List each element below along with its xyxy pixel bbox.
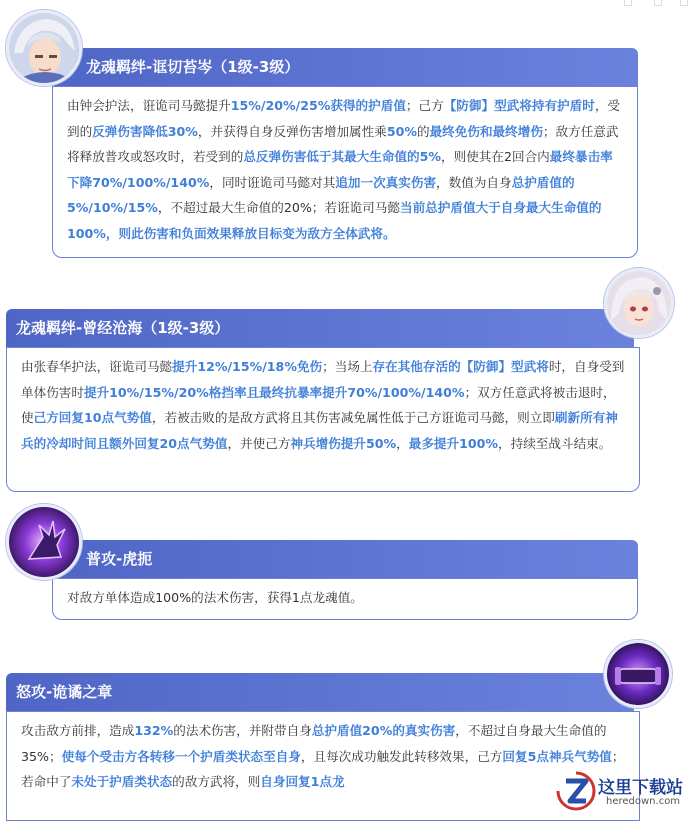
highlight-text: 最多提升100%	[408, 435, 499, 451]
purple-scroll-skill-icon	[604, 640, 672, 708]
body-text: ；当场上	[322, 359, 373, 374]
highlight-text: 提升12%/15%/18%免伤	[172, 359, 323, 374]
highlight-text: 最终免伤和最终增伤	[429, 123, 543, 139]
highlight-text: 使每个受击方各转移一个护盾类状态至自身	[61, 748, 301, 764]
body-text: ，则使其在2回合内	[441, 149, 550, 164]
silver-hair-male-portrait-icon	[6, 10, 82, 86]
cropped-box	[680, 0, 688, 6]
body-text: 由钟会护法，诳诡司马懿提升	[67, 98, 231, 113]
body-text: ，并获得自身反弹伤害增加属性乘	[197, 123, 387, 139]
highlight-text: 追加一次真实伤害	[335, 174, 437, 190]
section-title: 怒攻-诡谲之章	[6, 673, 634, 711]
highlight-text: 132%	[134, 723, 174, 738]
highlight-text: 自身回复1点龙	[260, 774, 345, 789]
body-text: 时，自身受到单体伤害时	[21, 359, 625, 400]
cropped-box	[624, 0, 632, 6]
section-body	[6, 711, 640, 821]
body-text: ，不超过自身最大生命值的35%；	[21, 723, 607, 764]
section-title: 龙魂羁绊-诓切苔岑（1级-3级）	[52, 48, 638, 86]
highlight-text: 当前总护盾值大于自身最大生命值的100%，则此伤害和负面效果释放目标变为敌方全体武将。	[67, 200, 602, 241]
body-text: ；敌方任意武将释放普攻或怒攻时，若受到的	[67, 123, 619, 164]
top-cropped-strip	[0, 0, 692, 6]
highlight-text: 回复5点神兵气势值	[502, 748, 612, 764]
body-text: 的敌方武将，则	[172, 774, 261, 789]
heredown-z-logo-icon	[556, 771, 596, 811]
body-text: 的法术伤害，并附带自身	[173, 723, 312, 738]
watermark-name: 这里下载站	[598, 778, 683, 798]
section-title: 龙魂羁绊-曾经沧海（1级-3级）	[6, 309, 634, 347]
body-text: ，并使己方	[227, 435, 291, 451]
purple-claw-skill-icon	[6, 504, 82, 580]
highlight-text: 提升10%/15%/20%格挡率且最终抗暴率提升70%/100%/140%	[83, 384, 465, 400]
body-text: ，	[396, 435, 409, 451]
highlight-text: 【防御】型武将持有护盾时	[443, 98, 595, 113]
white-hair-female-portrait-icon	[604, 268, 674, 338]
body-text: ，且每次成功触发此转移效果，己方	[300, 748, 503, 764]
body-text: ，持续至战斗结束。	[498, 435, 612, 451]
body-text: ；己方	[405, 98, 444, 113]
highlight-text: 反弹伤害降低30%	[92, 123, 198, 139]
section-body	[52, 578, 638, 620]
body-text: ，受到的	[67, 98, 621, 139]
body-text: ，若被击败的是敌方武将且其伤害减免属性低于己方诳诡司马懿，则立即	[151, 410, 555, 425]
body-text: ；双方任意武将被击退时，使	[21, 384, 616, 425]
highlight-text: 存在其他存活的【防御】型武将	[372, 359, 549, 374]
highlight-text: 15%/20%/25%获得的护盾值	[230, 98, 406, 113]
watermark-url: heredown.com	[606, 796, 681, 807]
body-text: ，同时诳诡司马懿对其	[209, 174, 336, 190]
cropped-box	[654, 0, 662, 6]
highlight-text: 未处于护盾类状态	[71, 774, 173, 789]
body-text: 攻击敌方前排，造成	[21, 723, 135, 738]
highlight-text: 己方回复10点气势值	[33, 410, 152, 425]
section-title: 普攻-虎扼	[52, 540, 638, 578]
section-body	[52, 86, 638, 258]
section-body	[6, 347, 640, 492]
heredown-watermark	[548, 771, 692, 812]
body-text: 对敌方单体造成100%的法术伤害，获得1点龙魂值。	[67, 590, 363, 605]
highlight-text: 最终暴击率下降70%/100%/140%	[67, 149, 613, 190]
highlight-text: 神兵增伤提升50%	[290, 435, 397, 451]
body-text: ，数值为自身	[436, 174, 512, 190]
highlight-text: 总护盾值的5%/10%/15%	[67, 174, 575, 215]
highlight-text: 50%	[386, 123, 417, 139]
highlight-text: 总护盾值20%的真实伤害	[311, 723, 456, 738]
body-text: 的	[416, 123, 430, 139]
body-text: 由张春华护法，诳诡司马懿	[21, 359, 173, 374]
highlight-text: 刷新所有神兵的冷却时间且额外回复20点气势值	[21, 410, 618, 451]
body-text: ；若命中了	[21, 748, 625, 789]
highlight-text: 总反弹伤害低于其最大生命值的5%	[243, 149, 442, 164]
body-text: ，不超过最大生命值的20%；若诳诡司马懿	[157, 200, 400, 215]
